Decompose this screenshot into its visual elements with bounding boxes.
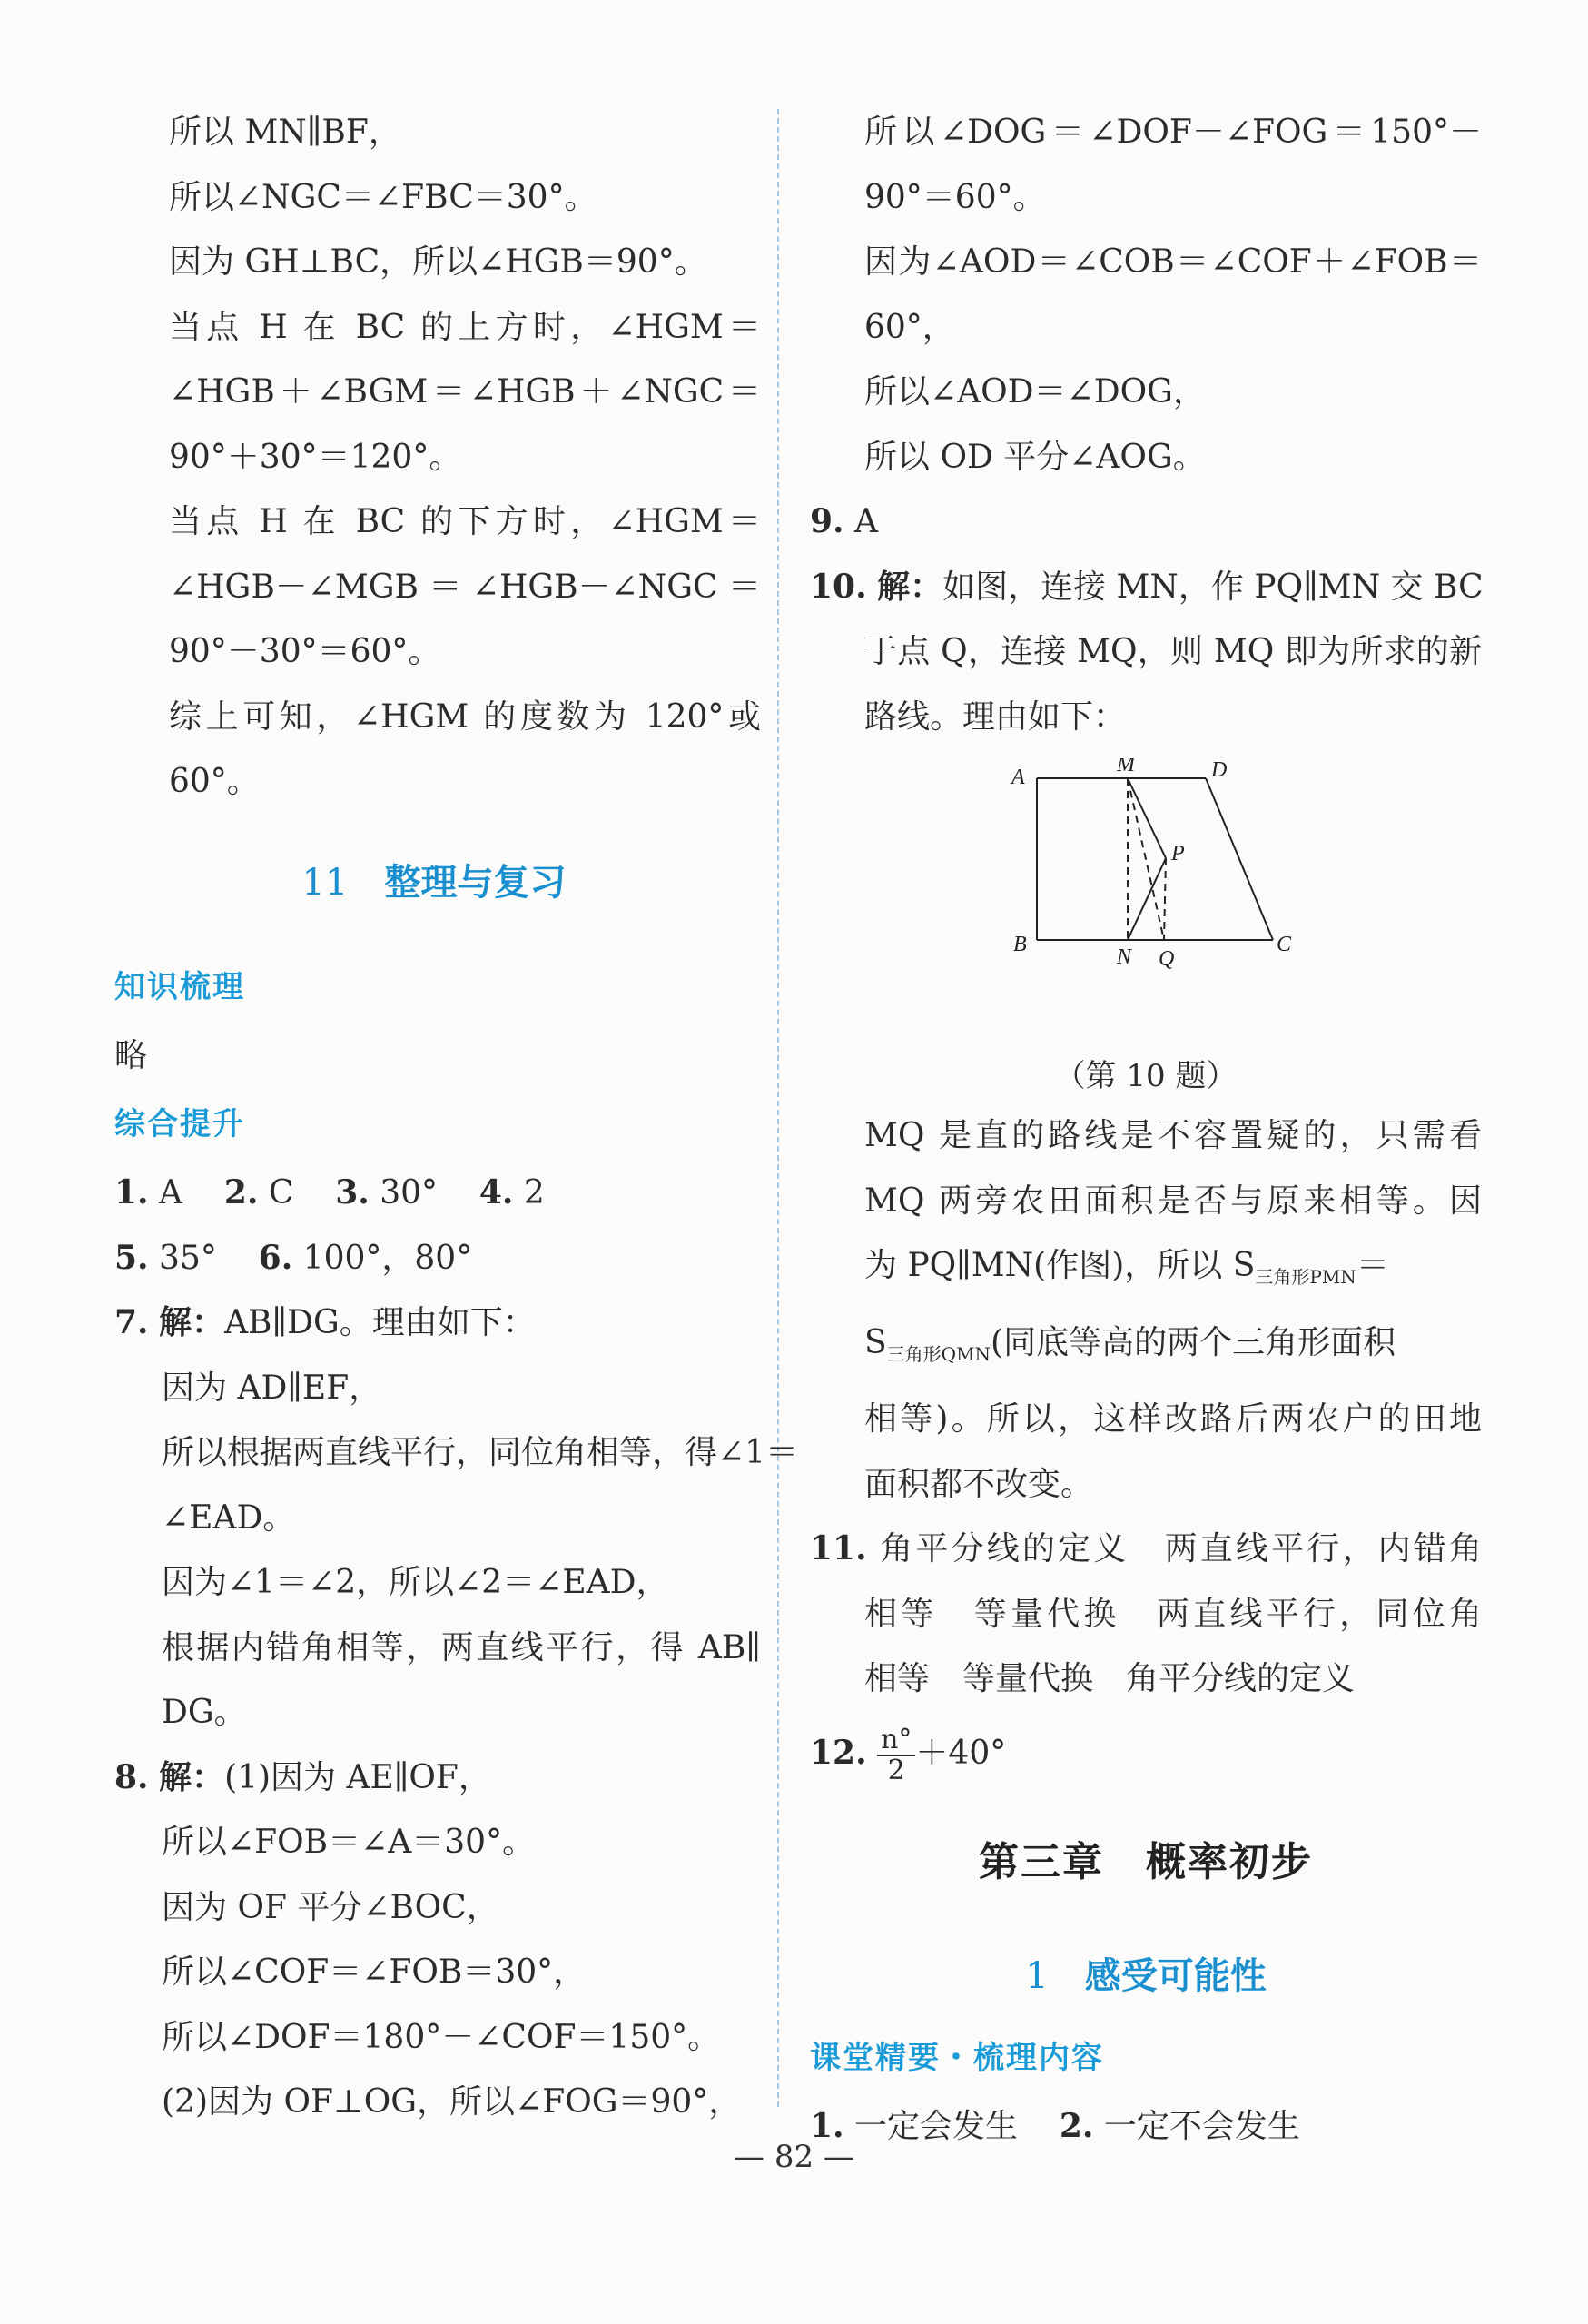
text-line: 面积都不改变。 [864,1465,1094,1503]
text-line: 因为 OF 平分∠BOC， [162,1888,499,1926]
text-line: 90°＝60°。 [864,178,1046,216]
question-12 [810,1712,1482,1795]
answer-number: 1. [114,1173,149,1211]
text-line: MQ 是直的路线是不容置疑的，只需看 [864,1117,1482,1154]
text-line: ∠HGB＋∠BGM＝∠HGB＋∠NGC＝ [169,373,761,410]
text-line: 所以 MN∥BF， [169,114,401,151]
text-line: 根据内错角相等，两直线平行，得 AB∥ [162,1628,761,1666]
segment-PQ [1164,858,1166,940]
section-title [810,1931,1482,2022]
text-line: 所以∠DOG＝∠DOF－∠FOG＝150°－ [864,114,1482,151]
text-line [810,1233,1482,1310]
answer-number: 3. [335,1173,370,1211]
question-number: 10. [810,567,867,606]
answers-row [107,1226,761,1291]
solution-label: 解： [877,567,943,606]
question-number: 12. [810,1733,867,1772]
label-A: A [1011,766,1025,789]
answer-value: 35° [159,1239,217,1277]
text-line: 当点 H 在 BC 的下方时，∠HGM＝ [169,503,761,540]
figure-10 [810,749,1482,1049]
text-line: 路线。理由如下： [864,697,1127,736]
subscript: 三角形PMN [1255,1266,1356,1289]
answer-number: 5. [114,1238,149,1277]
text-line: 90°＋30°＝120°。 [169,438,462,476]
text-fragment: S [864,1323,887,1361]
label-N: N [1117,945,1132,969]
text-line: 所以∠COF＝∠FOB＝30°， [162,1953,587,1991]
text-line: (2)因为 OF⊥OG，所以∠FOG＝90°， [162,2083,742,2121]
text-line: 所以∠FOB＝∠A＝30°。 [162,1824,536,1861]
text-line: 所以 OD 平分∠AOG。 [864,438,1206,476]
label-M: M [1117,758,1135,776]
chapter-title: 第三章 概率初步 [979,1838,1313,1885]
text-line: (1)因为 AE∥OF， [224,1758,491,1796]
text-line [810,1310,1482,1388]
answer-value: 一定不会发生 [1103,2107,1300,2145]
label-B: B [1013,933,1027,956]
heading-improve: 综合提升 [114,1106,245,1142]
text-line: 所以∠DOF＝180°－∠COF＝150°。 [162,2018,721,2056]
text-line: 综上可知，∠HGM 的度数为 120°或 [169,697,761,736]
answer-number: 6. [258,1238,293,1277]
text-line: 因为 GH⊥BC，所以∠HGB＝90°。 [169,243,707,281]
section-title [107,815,761,951]
left-column [107,100,799,2135]
label-Q: Q [1159,947,1175,971]
answer-number: 2. [223,1173,259,1211]
text-line: ∠HGB－∠MGB＝∠HGB－∠NGC＝ [169,568,761,606]
answer-number: 4. [478,1173,514,1211]
segment-DC [1206,778,1273,940]
answer-value: 2 [523,1174,545,1211]
text-fragment: (同底等高的两个三角形面积 [991,1323,1396,1361]
label-P: P [1171,842,1185,865]
text-line: 因为∠1＝∠2，所以∠2＝∠EAD， [162,1564,669,1601]
text-line: 所以根据两直线平行，同位角相等，得∠1＝ [162,1434,799,1471]
text-line: 所以∠NGC＝∠FBC＝30°。 [169,178,597,216]
text-line: 因为∠AOD＝∠COB＝∠COF＋∠FOB＝ [864,243,1482,281]
right-column [810,100,1482,2159]
heading-class: 课堂精要・梳理内容 [810,2039,1104,2076]
question-number: 7. [114,1303,149,1341]
segment-MQ [1128,778,1164,940]
section-name: 感受可能性 [1084,1953,1267,1997]
answer-number: 2. [1059,2106,1094,2145]
numerator: n° [877,1726,915,1756]
question-10 [810,555,1482,620]
segment-PN [1128,858,1166,940]
question-9 [810,490,1482,555]
figure-caption: （第 10 题） [1054,1058,1238,1094]
text-line: 相等 等量代换 角平分线的定义 [864,1660,1356,1698]
answer-value: 一定会发生 [854,2107,1019,2145]
text-fragment: 为 PQ∥MN(作图)，所以 S [864,1247,1256,1284]
answers-row [107,1161,761,1226]
text-line: AB∥DG。理由如下： [224,1304,536,1341]
text-line: 所以∠AOD＝∠DOG， [864,373,1206,410]
question-number: 8. [114,1757,149,1796]
fraction [877,1723,915,1786]
answer-value: 100°，80° [302,1239,473,1277]
text-line: 因为 AD∥EF， [162,1369,382,1407]
section-name: 整理与复习 [384,860,567,904]
text-line: ∠EAD。 [162,1498,296,1537]
question-11 [810,1517,1482,1582]
text-line: DG。 [162,1694,247,1731]
page-number: — 82 — [734,2139,854,2175]
section-number: 1 [1025,1954,1049,1997]
text-fragment: ＝ [1356,1247,1389,1284]
knowledge-text: 略 [114,1036,148,1074]
text-line: 60°。 [169,763,260,800]
solution-label: 解： [159,1303,225,1341]
answer-value: A [159,1174,183,1211]
denominator: 2 [887,1754,905,1786]
label-D: D [1211,758,1228,782]
text-fragment: ＋40° [915,1734,1007,1772]
text-line: 角平分线的定义 两直线平行，内错角 [880,1530,1482,1568]
text-line: 如图，连接 MN，作 PQ∥MN 交 BC [942,568,1484,606]
answer-number: 1. [810,2106,844,2145]
text-line: 相等)。所以，这样改路后两农户的田地 [864,1400,1482,1439]
solution-label: 解： [159,1757,225,1796]
text-line: 90°－30°＝60°。 [169,633,441,670]
text-line: MQ 两旁农田面积是否与原来相等。因 [864,1182,1482,1220]
answer-value: A [854,503,879,540]
answer-value: C [268,1174,294,1211]
question-number: 11. [810,1529,867,1568]
column-divider [777,109,779,2107]
question-number: 9. [810,502,844,540]
segment-MP [1128,778,1166,858]
trapezoid-diagram [1010,758,1300,976]
answer-value: 30° [380,1174,439,1211]
question-8 [107,1745,761,1811]
question-7 [107,1291,761,1356]
subscript: 三角形QMN [886,1342,991,1365]
text-line: 相等 等量代换 两直线平行，同位角 [864,1595,1482,1633]
label-C: C [1277,933,1292,956]
heading-knowledge: 知识梳理 [114,968,245,1005]
text-line: 当点 H 在 BC 的上方时，∠HGM＝ [169,308,761,346]
text-line: 60°， [864,308,955,346]
section-number: 11 [301,861,349,904]
text-line: 于点 Q，连接 MQ，则 MQ 即为所求的新 [864,633,1482,670]
